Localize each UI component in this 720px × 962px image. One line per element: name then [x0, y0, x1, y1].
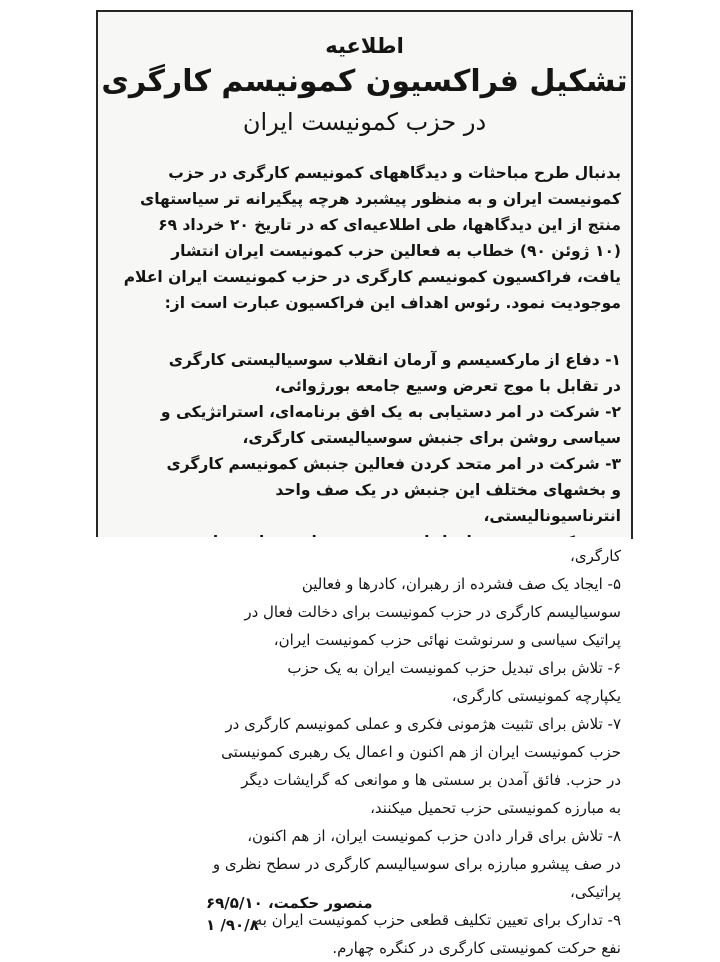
intro-line: کمونیست ایران و به منظور پیشبرد هرچه پیگیرانه تر سیاستهای	[140, 190, 621, 208]
goal-line: ۹- تدارک برای تعیین تکلیف قطعی حزب کمونیست ایران به	[254, 911, 621, 929]
goal-line: سیاسی روشن برای جنبش سوسیالیستی کارگری،	[242, 429, 621, 447]
page-subtitle: در حزب کمونیست ایران	[242, 108, 487, 136]
goal-line: در تقابل با موج تعرض وسیع جامعه بورژوائی،	[274, 377, 621, 395]
intro-line: منتج از این دیدگاهها، طی اطلاعیه‌ای که در تاریخ ۲۰ خرداد ۶۹	[158, 216, 621, 234]
goal-line: پراتیک سیاسی و سرنوشت نهائی حزب کمونیست ایران،	[273, 631, 621, 649]
signature-block	[206, 892, 373, 936]
intro-paragraph	[110, 160, 621, 316]
goal-line: سوسیالیسم کارگری در حزب کمونیست برای دخالت فعال در	[244, 603, 621, 621]
goal-line: ۶- تلاش برای تبدیل حزب کمونیست ایران به یک حزب	[287, 659, 621, 677]
goal-line: ۸- تلاش برای قرار دادن حزب کمونیست ایران، از هم اکنون،	[247, 827, 621, 845]
goal-line: نفع حرکت کمونیستی کارگری در کنگره چهارم.	[332, 939, 621, 957]
goal-line: ۵- ایجاد یک صف فشرده از رهبران، کادرها و فعالین	[301, 575, 621, 593]
goal-line: در صف پیشرو مبارزه برای سوسیالیسم کارگری در سطح نظری و	[212, 855, 621, 873]
top-scan-panel	[96, 10, 633, 539]
goal-line: پراتیکی،	[570, 883, 621, 901]
goal-line: حزب کمونیست ایران از هم اکنون و اعمال یک رهبری کمونیستی	[221, 743, 621, 761]
goal-line: به مبارزه کمونیستی حزب تحمیل میکنند،	[370, 799, 621, 817]
intro-line: موجودیت نمود. رئوس اهداف این فراکسیون عبارت است از:	[164, 294, 621, 312]
goal-line: یکپارچه کمونیستی کارگری،	[451, 687, 621, 705]
intro-line: یافت، فراکسیون کمونیسم کارگری در حزب کمونیست ایران اعلام	[123, 268, 621, 286]
goal-line: در حزب. فائق آمدن بر سستی ها و موانعی که گرایشات دیگر	[241, 771, 621, 789]
signature-name-date: منصور حکمت، ۶۹/۵/۱۰	[206, 894, 373, 912]
signature-gregorian-date: ۹۰/۸/ ۱	[206, 916, 259, 934]
page-title: تشکیل فراکسیون کمونیسم کارگری	[101, 64, 628, 99]
notice-label: اطلاعیه	[325, 34, 404, 58]
goal-line: ۳- شرکت در امر متحد کردن فعالین جنبش کمونیسم کارگری	[166, 455, 621, 473]
intro-line: (۱۰ ژوئن ۹۰) خطاب به فعالین حزب کمونیست ایران انتشار	[171, 242, 621, 260]
goal-line: و بخشهای مختلف این جنبش در یک صف واحد	[275, 481, 621, 499]
goals-list-top	[110, 347, 621, 555]
goal-line: انترناسیونالیستی،	[483, 507, 621, 525]
goal-line: ۱- دفاع از مارکسیسم و آرمان انقلاب سوسیالیستی کارگری	[168, 351, 621, 369]
intro-line: بدنبال طرح مباحثات و دیدگاههای کمونیسم کارگری در حزب	[168, 164, 621, 182]
goal-line: ۷- تلاش برای تثبیت هژمونی فکری و عملی کمونیسم کارگری در	[225, 715, 621, 733]
goal-line: ۲- شرکت در امر دستیابی به یک افق برنامه‌ای، استراتژیکی و	[160, 403, 621, 421]
bottom-scan-panel	[96, 537, 631, 960]
goal-line: کارگری،	[570, 547, 621, 565]
